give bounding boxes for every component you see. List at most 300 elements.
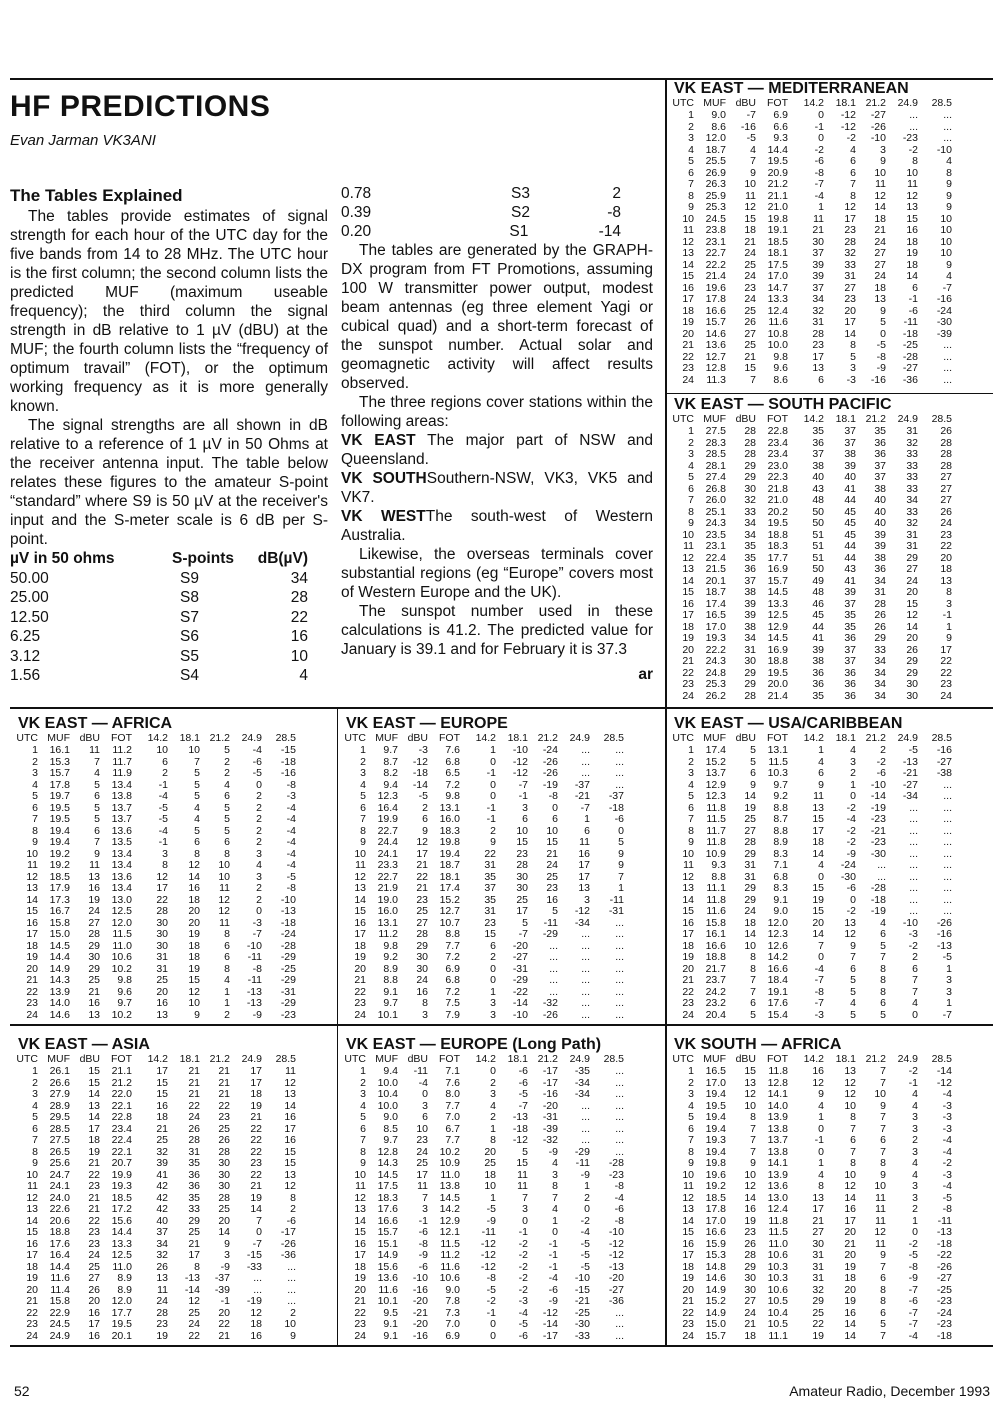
column-header: 14.2 — [147, 1053, 168, 1066]
column-header: FOT — [767, 97, 788, 110]
table-cell: -6 — [876, 767, 886, 779]
table-cell: ... — [253, 1272, 262, 1284]
table-cell: 28 — [218, 1191, 230, 1204]
table-row — [672, 449, 952, 461]
table-cell: 2 — [256, 824, 262, 837]
table-cell: 8.7 — [383, 755, 398, 768]
table-cell: 14 — [812, 928, 824, 940]
table-cell: 4 — [32, 1099, 38, 1112]
table-cell: 7 — [880, 1111, 886, 1123]
table-cell: 5 — [224, 813, 230, 825]
table-cell: -20 — [412, 1295, 428, 1307]
table-cell: 13 — [26, 1203, 38, 1215]
table-cell: 38 — [844, 448, 856, 460]
table-cell: 11 — [89, 859, 100, 871]
table-cell: 3 — [552, 1168, 558, 1181]
table-cell: 14 — [26, 893, 38, 906]
table-cell: -6 — [518, 1329, 528, 1342]
table-cell: 20 — [26, 1283, 38, 1296]
table-cell: 17.6 — [767, 997, 788, 1009]
column-header: dBU — [735, 1053, 756, 1066]
column-header: 14.2 — [475, 732, 496, 745]
table-cell: 12 — [682, 870, 694, 883]
table-cell: 5 — [850, 350, 856, 363]
table-cell: 7.5 — [445, 997, 460, 1009]
table-cell: 1 — [818, 1157, 824, 1169]
table-cell: 18.5 — [49, 870, 70, 883]
table-cell: 13.1 — [767, 744, 788, 756]
table-cell: 16 — [88, 1329, 100, 1342]
table-cell: 15.2 — [439, 893, 460, 906]
s-table-row — [10, 608, 328, 628]
table-cell: 0 — [490, 790, 496, 802]
table-cell: 25.3 — [705, 201, 726, 213]
table-cell: 17.7 — [767, 551, 788, 564]
table-cell: 16 — [156, 997, 168, 1009]
table-cell: 17.3 — [49, 893, 70, 906]
table-cell: -12 — [412, 755, 428, 768]
table-row — [672, 426, 952, 438]
table-cell: 16.6 — [705, 1226, 726, 1238]
table-cell: 34 — [744, 517, 756, 529]
table-cell: -16 — [280, 767, 296, 779]
table-cell: ... — [943, 801, 952, 814]
table-cell: 12 — [188, 1295, 200, 1307]
table-cell: 8.3 — [773, 882, 788, 894]
table-cell: 5 — [194, 790, 200, 802]
table-cell: 17 — [88, 1122, 100, 1135]
table-cell: 8.9 — [773, 836, 788, 848]
table-cell: 19.4 — [705, 1145, 726, 1158]
table-cell: 12 — [354, 870, 366, 883]
table-cell: 9.1 — [383, 985, 398, 998]
table-cell: 12 — [874, 189, 886, 202]
table-cell: 7 — [360, 813, 366, 825]
column-header: 24.9 — [897, 1053, 918, 1066]
table-cell: -13 — [608, 1260, 624, 1273]
table-cell: 2 — [256, 813, 262, 825]
table-cell: 19.6 — [705, 281, 726, 294]
table-cell: ... — [581, 951, 590, 963]
table-row — [672, 1089, 952, 1101]
table-cell: 4 — [912, 1099, 918, 1112]
table-cell: -10 — [870, 778, 886, 791]
table-cell: 3 — [224, 1249, 230, 1261]
column-header: UTC — [672, 97, 694, 110]
table-cell: 12 — [218, 893, 230, 906]
table-row — [672, 768, 952, 780]
table-cell: 22 — [940, 655, 952, 667]
table-cell: 9.3 — [711, 859, 726, 871]
column-header: 18.1 — [835, 1053, 856, 1066]
table-cell: 11.6 — [50, 1272, 70, 1284]
table-cell: 41 — [812, 632, 824, 644]
table-cell: 12 — [844, 1088, 856, 1100]
table-cell: -39 — [936, 327, 952, 340]
table-cell: 16 — [26, 916, 38, 929]
table-cell: -18 — [280, 916, 296, 929]
table-cell: 24.3 — [705, 517, 726, 529]
table-cell: 3 — [912, 1122, 918, 1135]
table-cell: 20.6 — [49, 1214, 70, 1227]
table-cell: 13.0 — [767, 1191, 788, 1204]
table-cell: 22.8 — [767, 425, 788, 437]
table-cell: -3 — [942, 1122, 952, 1135]
table-cell: 2 — [32, 755, 38, 768]
table-cell: 19 — [844, 1260, 856, 1273]
table-cell: 13.7 — [705, 767, 726, 779]
table-cell: 14.4 — [49, 1260, 70, 1273]
table-cell: 33 — [874, 643, 886, 656]
table-cell: 7 — [750, 1145, 756, 1158]
table-cell: -11 — [575, 1157, 590, 1169]
table-cell: 28 — [156, 1306, 168, 1319]
table-cell: 21.0 — [767, 494, 788, 506]
table-cell: ... — [615, 1111, 624, 1123]
table-cell: 28 — [416, 928, 428, 940]
table-row — [672, 814, 952, 826]
table-cell: 9 — [880, 1168, 886, 1181]
table-cell: ... — [943, 790, 952, 802]
table-cell: -4 — [518, 1306, 528, 1319]
table-cell: -30 — [936, 316, 952, 328]
table-cell: 12 — [906, 189, 918, 202]
table-cell: 35 — [812, 425, 824, 437]
table-row — [672, 340, 952, 352]
table-cell: 10.1 — [377, 1295, 398, 1307]
table-cell: 28 — [156, 905, 168, 917]
table-cell: ... — [943, 339, 952, 351]
table-cell: -24 — [280, 928, 296, 940]
table-cell: 11 — [517, 1168, 528, 1181]
table-cell: 39 — [812, 258, 824, 271]
table-cell: 8 — [490, 1134, 496, 1146]
table-cell: 11.1 — [768, 1329, 788, 1342]
table-cell: 6 — [94, 790, 100, 802]
table-cell: 14 — [744, 790, 756, 802]
table-cell: 19 — [682, 1272, 694, 1284]
table-cell: 24 — [188, 1318, 200, 1330]
s-table-header-db: dB(µV) — [257, 550, 308, 567]
table-cell: 10 — [26, 847, 38, 860]
table-cell: 6 — [32, 801, 38, 814]
table-row — [344, 975, 624, 987]
table-cell: 14.5 — [439, 1191, 460, 1204]
table-cell: ... — [615, 744, 624, 756]
table-cell: 4 — [688, 459, 694, 472]
table-cell: -27 — [902, 362, 918, 374]
table-cell: -21 — [574, 1295, 590, 1307]
table-cell: 10 — [844, 1168, 856, 1181]
region-south-text: Southern-NSW, VK3, VK5 and VK7. — [341, 470, 653, 506]
table-cell: 19 — [156, 1329, 168, 1342]
region-east-text: The major part of NSW and Queensland. — [341, 432, 653, 468]
table-cell: -4 — [942, 1145, 952, 1158]
table-cell: 24 — [744, 293, 756, 305]
table-cell: ... — [581, 767, 590, 779]
table-cell: ... — [909, 870, 918, 883]
table-cell: 38 — [812, 459, 824, 472]
table-cell: -24 — [840, 859, 856, 871]
table-cell: 10.2 — [111, 962, 132, 975]
table-cell: 31 — [156, 951, 168, 963]
table-cell: 16 — [26, 1237, 38, 1250]
table-cell: 13.8 — [767, 1145, 788, 1158]
table-cell: -12 — [512, 755, 528, 768]
table-cell: -8 — [286, 778, 296, 791]
table-cell: 6 — [880, 1272, 886, 1284]
table-cell: 24 — [744, 270, 756, 282]
table-cell: 5 — [850, 974, 856, 986]
column-header: 28.5 — [931, 413, 952, 426]
table-cell: -12 — [480, 1249, 496, 1261]
table-cell: 18.8 — [767, 528, 788, 541]
table-cell: -27 — [902, 778, 918, 791]
table-cell: 23 — [88, 1180, 100, 1192]
table-cell: 22 — [682, 985, 694, 998]
table-cell: 27 — [88, 916, 100, 929]
table-cell: 20 — [26, 962, 38, 975]
table-row — [344, 791, 624, 803]
table-cell: -21 — [412, 1306, 428, 1319]
table-cell: -5 — [518, 1318, 528, 1330]
table-cell: 0 — [584, 1203, 590, 1215]
table-cell: -3 — [286, 790, 296, 802]
table-cell: 22 — [354, 1306, 366, 1319]
table-cell: -17 — [542, 1329, 558, 1342]
table-cell: 37 — [844, 597, 856, 610]
table-cell: -5 — [942, 1191, 952, 1204]
table-row — [672, 495, 952, 507]
table-cell: 17.8 — [705, 293, 726, 305]
table-cell: 48 — [812, 586, 824, 598]
table-row — [16, 1319, 296, 1331]
table-cell: 34 — [906, 494, 918, 506]
table-cell: -13 — [512, 1111, 528, 1123]
table-cell: 7 — [522, 1191, 528, 1204]
table-cell: 4 — [880, 916, 886, 929]
table-cell: 24 — [354, 1329, 366, 1342]
table-cell: 13 — [812, 362, 824, 374]
table-cell: 42 — [156, 1191, 168, 1204]
table-cell: 11.5 — [768, 1226, 788, 1238]
table-row — [672, 1319, 952, 1331]
table-cell: 15.3 — [49, 755, 70, 768]
table-cell: -11 — [413, 1065, 428, 1077]
table-cell: -32 — [542, 1134, 558, 1146]
table-cell: 0 — [490, 962, 496, 975]
table-row — [344, 1204, 624, 1216]
table-cell: 11.0 — [112, 1260, 132, 1273]
table-cell: ... — [909, 801, 918, 814]
table-cell: 21 — [88, 1203, 100, 1215]
table-row — [672, 1296, 952, 1308]
table-cell: 33 — [906, 448, 918, 460]
table-cell: 6 — [688, 801, 694, 814]
article-column-2 — [341, 184, 653, 684]
table-cell: 14.8 — [705, 1260, 726, 1273]
table-cell: 1 — [360, 1065, 366, 1077]
table-cell: 13.8 — [439, 1180, 460, 1192]
table-cell: -9 — [846, 847, 856, 860]
table-cell: 9.7 — [773, 778, 788, 791]
table-cell: 8 — [224, 847, 230, 860]
table-cell: -4 — [942, 1088, 952, 1100]
table-cell: 8 — [750, 962, 756, 975]
end-mark: ar — [638, 666, 653, 683]
table-cell: 19 — [812, 1329, 824, 1342]
table-cell: 2 — [880, 744, 886, 756]
table-cell: 18.8 — [705, 951, 726, 963]
table-cell: 40 — [844, 471, 856, 483]
table-cell: 27 — [906, 563, 918, 575]
table-cell: 14.2 — [439, 1203, 460, 1215]
table-title: VK EAST — SOUTH PACIFIC — [674, 396, 892, 413]
table-cell: -3 — [418, 744, 428, 756]
table-cell: -9 — [486, 1214, 496, 1227]
table-cell: 21 — [844, 1237, 856, 1250]
table-cell: 17 — [812, 824, 824, 837]
table-cell: 13 — [88, 1099, 100, 1112]
table-cell: 36 — [812, 666, 824, 679]
table-cell: 16.0 — [439, 813, 460, 825]
column-header: UTC — [672, 1053, 694, 1066]
table-cell: -3 — [942, 1111, 952, 1123]
table-cell: 21 — [744, 350, 756, 363]
table-cell: 29 — [744, 678, 756, 690]
table-cell: 2 — [490, 1111, 496, 1123]
table-cell: 10 — [156, 744, 168, 756]
table-cell: 30 — [218, 1180, 230, 1192]
table-cell: 20 — [844, 304, 856, 317]
table-cell: -15 — [574, 1283, 590, 1296]
table-cell: 15.7 — [49, 767, 70, 779]
table-cell: 11 — [875, 1203, 886, 1215]
table-cell: 11.8 — [768, 1065, 788, 1077]
table-cell: -25 — [902, 339, 918, 351]
table-cell: 8.2 — [383, 767, 398, 779]
table-cell: 15.3 — [705, 1249, 726, 1261]
table-cell: 13.3 — [111, 1237, 132, 1250]
table-cell: 15.2 — [705, 1295, 726, 1307]
table-cell: 17.6 — [49, 1237, 70, 1250]
table-cell: 21 — [188, 1088, 200, 1100]
column-header: 28.5 — [931, 1053, 952, 1066]
table-cell: 7 — [256, 1214, 262, 1227]
table-cell: -2 — [486, 1295, 496, 1307]
table-cell: 21 — [812, 224, 824, 236]
table-row — [672, 317, 952, 329]
table-cell: 13.8 — [111, 790, 132, 802]
table-cell: 20 — [812, 916, 824, 929]
s-cell: -8 — [607, 204, 621, 221]
table-cell: -9 — [418, 1249, 428, 1261]
table-cell: 7 — [750, 1134, 756, 1146]
table-cell: 2 — [688, 120, 694, 133]
table-cell: 15 — [546, 836, 558, 848]
table-cell: 27 — [844, 281, 856, 294]
table-row — [16, 1273, 296, 1285]
table-cell: 0 — [490, 1329, 496, 1342]
table-cell: 22.7 — [377, 870, 398, 883]
table-cell: 19.4 — [705, 1122, 726, 1135]
table-cell: 11 — [813, 790, 824, 802]
table-cell: 26.3 — [705, 178, 726, 190]
table-cell: 9 — [880, 304, 886, 317]
table-cell: 28 — [874, 597, 886, 610]
table-cell: 14 — [682, 893, 694, 906]
table-cell: 16 — [682, 916, 694, 929]
table-cell: 6 — [162, 755, 168, 768]
table-cell: 4 — [850, 744, 856, 756]
table-cell: -18 — [280, 755, 296, 768]
table-cell: -12 — [512, 1134, 528, 1146]
table-cell: 6 — [850, 155, 856, 167]
table-cell: -23 — [280, 1008, 296, 1021]
table-cell: 16 — [354, 916, 366, 929]
table-cell: 7.1 — [445, 1065, 460, 1077]
table-cell: 39 — [844, 459, 856, 472]
table-cell: 15 — [744, 1065, 756, 1077]
table-cell: 24 — [156, 1295, 168, 1307]
table-cell: 12.3 — [705, 790, 726, 802]
s-table-row — [10, 627, 328, 647]
table-cell: 13.4 — [111, 859, 132, 871]
table-cell: 0 — [256, 905, 262, 917]
table-cell: 23.4 — [767, 448, 788, 460]
table-cell: -7 — [518, 778, 528, 791]
table-cell: -7 — [942, 281, 952, 294]
table-cell: 18.3 — [377, 1191, 398, 1204]
table-cell: 21 — [218, 1329, 230, 1342]
table-cell: -16 — [412, 1329, 428, 1342]
table-cell: -2 — [518, 1260, 528, 1273]
table-cell: 29 — [744, 1260, 756, 1273]
table-cell: 8 — [688, 189, 694, 202]
table-cell: 9 — [946, 632, 952, 644]
table-cell: 3 — [912, 1145, 918, 1158]
table-cell: 24.9 — [49, 1329, 70, 1342]
table-cell: 12.1 — [439, 1226, 460, 1238]
table-cell: 1 — [490, 985, 496, 998]
table-cell: 6 — [818, 373, 824, 386]
table-cell: 12.0 — [111, 1295, 132, 1307]
table-cell: 50 — [812, 563, 824, 575]
table-cell: 9.2 — [773, 790, 788, 802]
table-cell: 14.5 — [49, 939, 70, 952]
table-cell: -5 — [876, 339, 886, 351]
table-cell: 26.6 — [49, 1076, 70, 1089]
table-cell: -4 — [252, 744, 262, 756]
table-cell: 24 — [874, 235, 886, 248]
table-cell: 12.5 — [767, 609, 788, 621]
table-cell: -11 — [481, 1226, 496, 1238]
table-cell: 7 — [688, 1134, 694, 1146]
table-cell: 5 — [880, 1318, 886, 1330]
table-cell: -16 — [870, 373, 886, 386]
table-cell: 18 — [744, 224, 756, 236]
table-row — [672, 1181, 952, 1193]
table-cell: 39 — [812, 643, 824, 656]
table-cell: 15.6 — [377, 1260, 398, 1273]
table-cell: 11 — [355, 859, 366, 871]
table-cell: 11.0 — [768, 1237, 788, 1250]
table-cell: -9 — [908, 1272, 918, 1284]
table-cell: 2 — [256, 893, 262, 906]
table-cell: 19.2 — [49, 859, 70, 871]
table-cell: -7 — [252, 928, 262, 940]
table-cell: 27.5 — [49, 1134, 70, 1146]
